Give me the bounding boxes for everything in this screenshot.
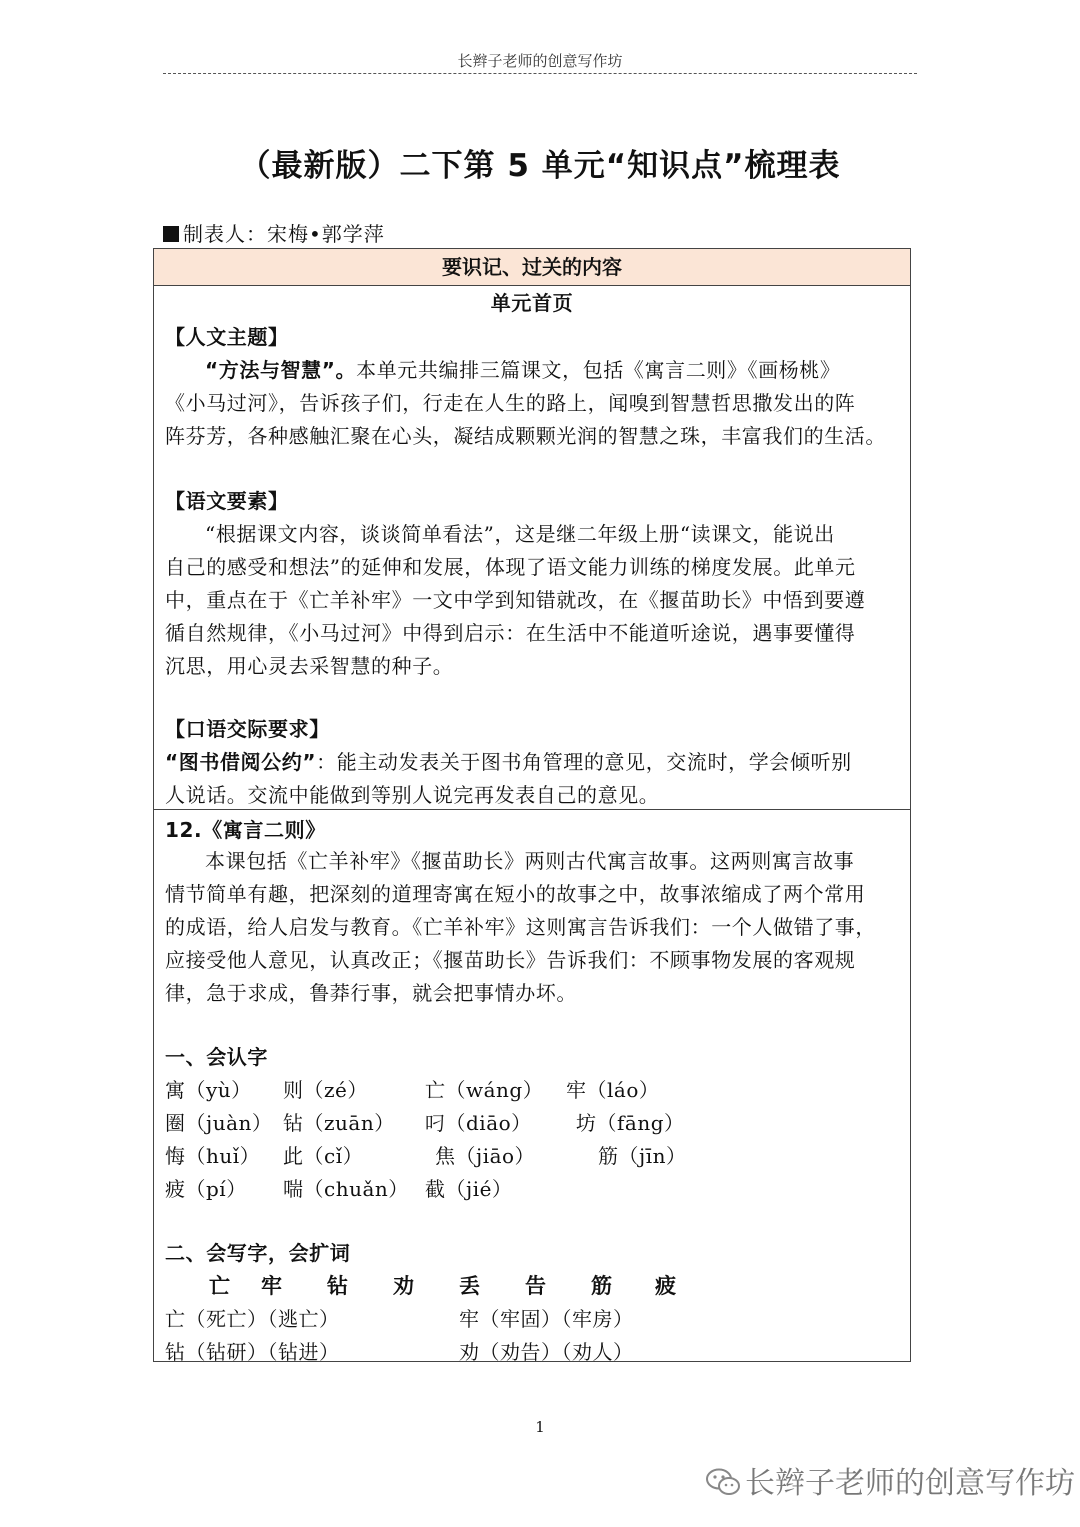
pinyin-item: 疲（pí） [165, 1177, 247, 1201]
watermark [705, 1458, 1075, 1502]
oral-para-line: 人说话。交流中能做到等别人说完再发表自己的意见。 [165, 783, 660, 807]
page-number: 1 [535, 1418, 545, 1436]
page-title: （最新版）二下第 5 单元“知识点”梳理表 [239, 148, 841, 184]
elements-para-line: 中，重点在于《亡羊补牢》一文中学到知错就改，在《揠苗助长》中悟到要遵 [165, 588, 866, 612]
lesson-intro-line: 应接受他人意见，认真改正；《揠苗助长》告诉我们：不顾事物发展的客观规 [165, 948, 856, 972]
expand-item: 亡（死亡）（逃亡） [165, 1307, 340, 1331]
theme-lead: “方法与智慧”。 [205, 358, 357, 382]
lesson-intro-line: 本课包括《亡羊补牢》《揠苗助长》两则古代寓言故事。这两则寓言故事 [205, 849, 855, 873]
knowledge-table [153, 248, 911, 1362]
write-char: 疲 [655, 1274, 676, 1298]
elements-para-line: “根据课文内容，谈谈简单看法”，这是继二年级上册“读课文，能说出 [205, 522, 835, 546]
pinyin-item: 寓（yù） [165, 1078, 252, 1102]
unit-home-title: 单元首页 [490, 291, 574, 315]
theme-heading: 【人文主题】 [165, 325, 289, 349]
watermark-text: 长辫子老师的创意写作坊 [745, 1466, 1075, 1501]
table-header: 要识记、过关的内容 [154, 249, 910, 286]
write-char: 丢 [459, 1274, 480, 1298]
oral-heading: 【口语交际要求】 [165, 717, 330, 741]
theme-para-line: 《小马过河》，告诉孩子们，行走在人生的路上，闻嗅到智慧哲思撒发出的阵 [165, 391, 856, 415]
expand-item: 劝（劝告）（劝人） [459, 1340, 634, 1364]
pinyin-item: 叼（diāo） [425, 1111, 532, 1135]
write-char: 亡 [209, 1274, 230, 1298]
lesson-intro-line: 律，急于求成，鲁莽行事，就会把事情办坏。 [165, 981, 577, 1005]
maker-line [163, 218, 385, 247]
oral-para-line [165, 746, 902, 778]
theme-para-line: 阵芬芳，各种感触汇聚在心头，凝结成颗颗光润的智慧之珠，丰富我们的生活。 [165, 424, 886, 448]
pinyin-item: 圈（juàn） [165, 1111, 273, 1135]
pinyin-item: 截（jié） [425, 1177, 513, 1201]
write-heading: 二、会写字，会扩词 [165, 1241, 351, 1265]
recognize-heading: 一、会认字 [165, 1045, 268, 1069]
theme-text: 本单元共编排三篇课文，包括《寓言二则》《画杨桃》 [356, 358, 841, 382]
pinyin-item: 牢（láo） [566, 1078, 660, 1102]
square-bullet-icon [163, 226, 179, 242]
running-header: 长辫子老师的创意写作坊 [457, 52, 623, 70]
expand-item: 钻（钻研）（钻进） [165, 1340, 340, 1364]
lesson-intro-line: 的成语，给人启发与教育。《亡羊补牢》这则寓言告诉我们：一个人做错了事， [165, 915, 876, 939]
maker-text: 制表人：宋梅•郭学萍 [183, 222, 385, 246]
pinyin-item: 坊（fāng） [576, 1111, 685, 1135]
write-char: 钻 [327, 1274, 348, 1298]
pinyin-item: 悔（huǐ） [165, 1144, 261, 1168]
write-char: 筋 [591, 1274, 612, 1298]
lesson-intro-line: 情节简单有趣，把深刻的道理寄寓在短小的故事之中，故事浓缩成了两个常用 [165, 882, 866, 906]
elements-para-line: 循自然规律，《小马过河》中得到启示：在生活中不能道听途说，遇事要懂得 [165, 621, 856, 645]
theme-para-line [165, 354, 902, 386]
pinyin-item: 此（cǐ） [283, 1144, 364, 1168]
write-char: 劝 [393, 1274, 414, 1298]
pinyin-item: 钻（zuān） [283, 1111, 395, 1135]
wechat-icon [705, 1467, 741, 1497]
lesson-cell [154, 810, 910, 1364]
oral-lead: “图书借阅公约” [165, 750, 317, 774]
pinyin-item: 则（zé） [283, 1078, 368, 1102]
write-char: 告 [525, 1274, 546, 1298]
lesson-title: 12.《寓言二则》 [165, 818, 326, 842]
header-divider [163, 73, 917, 74]
unit-home-cell [154, 287, 910, 810]
pinyin-item: 喘（chuǎn） [283, 1177, 409, 1201]
write-char: 牢 [261, 1274, 282, 1298]
elements-para-line: 沉思，用心灵去采智慧的种子。 [165, 654, 454, 678]
oral-text: ：能主动发表关于图书角管理的意见，交流时，学会倾听别 [316, 750, 852, 774]
elements-para-line: 自己的感受和想法”的延伸和发展，体现了语文能力训练的梯度发展。此单元 [165, 555, 856, 579]
pinyin-item: 亡（wáng） [425, 1078, 544, 1102]
pinyin-item: 筋（jīn） [598, 1144, 687, 1168]
elements-heading: 【语文要素】 [165, 489, 289, 513]
expand-item: 牢（牢固）（牢房） [459, 1307, 634, 1331]
pinyin-item: 焦（jiāo） [435, 1144, 536, 1168]
